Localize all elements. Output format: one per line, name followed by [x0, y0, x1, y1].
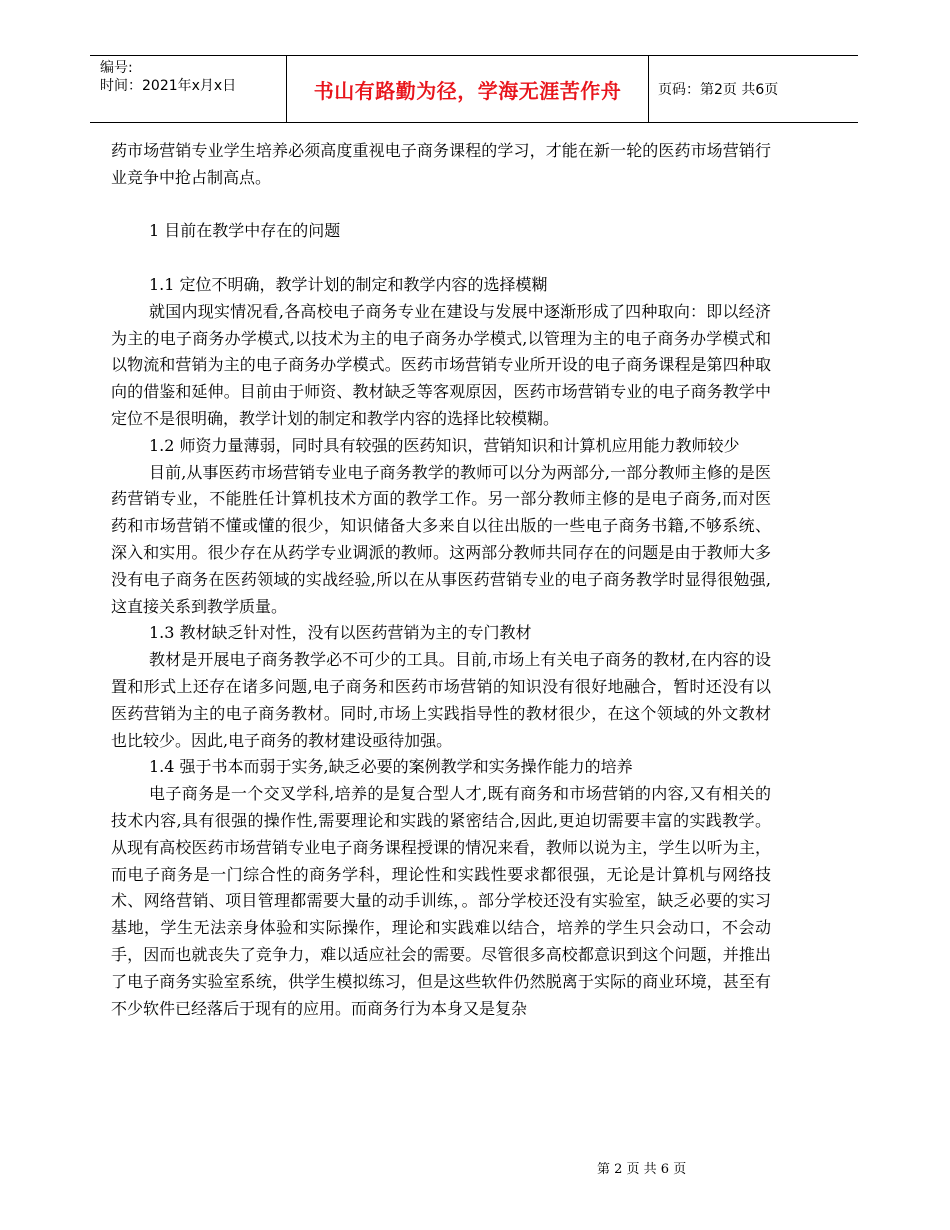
document-body: [111, 138, 771, 1022]
spacer: [111, 245, 771, 272]
subsection-heading: 1.3 教材缺乏针对性，没有以医药营销为主的专门教材: [149, 623, 532, 643]
document-number-label: 编号:: [100, 60, 133, 76]
subsection-heading: 1.2 师资力量薄弱，同时具有较强的医药知识，营销知识和计算机应用能力教师较少: [149, 435, 740, 455]
paragraph: 就国内现实情况看,各高校电子商务专业在建设与发展中逐渐形成了四种取向：即以经济为主的电子商务办学模式,以技术为主的电子商务办学模式,以管理为主的电子商务办学模式和以物流和营销为主的电子商务办学模式。医药市场营销专业所开设的电子商务课程是第四种取向的借鉴和延伸。目前由于师资、教材缺乏等客观原因，医药市场营销专业的电子商务教学中定位不是很明确，教学计划的制定和教学内容的选择比较模糊。: [111, 301, 771, 428]
page-header: [90, 55, 858, 123]
paragraph: 目前,从事医药市场营销专业电子商务教学的教师可以分为两部分,一部分教师主修的是医药营销专业，不能胜任计算机技术方面的教学工作。另一部分教师主修的是电子商务,而对医药和市场营销不懂或懂的很少，知识储备大多来自以往出版的一些电子商务书籍,不够系统、深入和实用。很少存在从药学专业调派的教师。这两部分教师共同存在的问题是由于教师大多没有电子商务在医药领域的实战经验,所以在从事医药营销专业的电子商务教学时显得很勉强,这直接关系到教学质量。: [111, 462, 771, 616]
header-motto: 书山有路勤为径，学海无涯苦作舟: [313, 78, 622, 103]
section-heading: 1 目前在教学中存在的问题: [149, 221, 341, 241]
paragraph: 教材是开展电子商务教学必不可少的工具。目前,市场上有关电子商务的教材,在内容的设置和形式上还存在诸多问题,电子商务和医药市场营销的知识没有很好地融合，暂时还没有以医药营销为主的电子商务教材。同时,市场上实践指导性的教材很少，在这个领域的外文教材也比较少。因此,电子商务的教材建设亟待加强。: [111, 650, 771, 750]
subsection-heading: 1.1 定位不明确，教学计划的制定和教学内容的选择模糊: [149, 274, 548, 294]
header-divider: [648, 56, 649, 122]
subsection-heading: 1.4 强于书本而弱于实务,缺乏必要的案例教学和实务操作能力的培养: [149, 757, 633, 777]
header-page-info: 页码：第2页 共6页: [658, 82, 779, 98]
document-time-label: 时间：2021年x月x日: [100, 78, 237, 94]
header-meta: [100, 59, 284, 95]
page-footer: 第 2 页 共 6 页: [597, 1162, 687, 1177]
paragraph: 电子商务是一个交叉学科,培养的是复合型人才,既有商务和市场营销的内容,又有相关的技术内容,具有很强的操作性,需要理论和实践的紧密结合,因此,更迫切需要丰富的实践教学。从现有高校医药市场营销专业电子商务课程授课的情况来看，教师以说为主，学生以听为主，而电子商务是一门综合性的商务学科，理论性和实践性要求都很强，无论是计算机与网络技术、网络营销、项目管理都需要大量的动手训练，。部分学校还没有实验室，缺乏必要的实习基地，学生无法亲身体验和实际操作，理论和实践难以结合，培养的学生只会动口，不会动手，因而也就丧失了竞争力，难以适应社会的需要。尽管很多高校都意识到这个问题，并推出了电子商务实验室系统，供学生模拟练习，但是这些软件仍然脱离于实际的商业环境，甚至有不少软件已经落后于现有的应用。而商务行为本身又是复杂: [111, 784, 771, 1018]
paragraph: 药市场营销专业学生培养必须高度重视电子商务课程的学习，才能在新一轮的医药市场营销行业竞争中抢占制高点。: [111, 141, 771, 187]
spacer: [111, 192, 771, 219]
